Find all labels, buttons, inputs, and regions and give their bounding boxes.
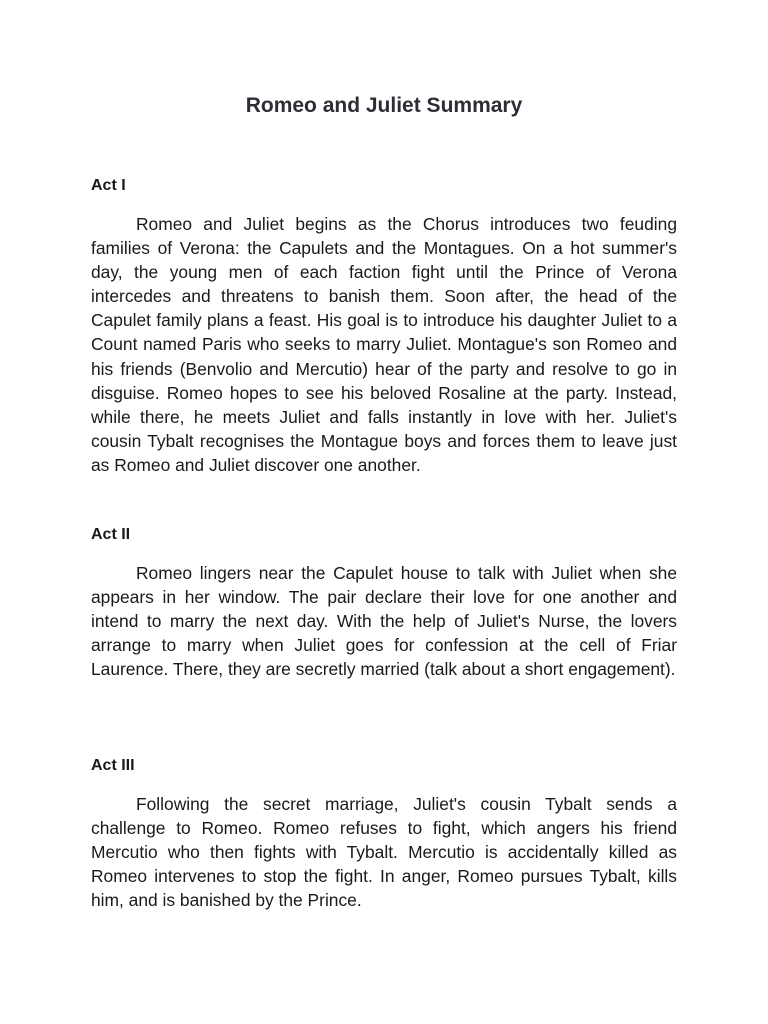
section-paragraph: Romeo and Juliet begins as the Chorus introduces two feuding families of Verona: the Capulets and the Montagues. On a hot summer's day, the young men of each faction fight until the Prince of Verona intercedes and threatens to banish them. Soon after, the head of the Capulet family plans a feast. His goal is to introduce his daughter Juliet to a Count named Paris who seeks to marry Juliet. Montague's son Romeo and his friends (Benvolio and Mercutio) hear of the party and resolve to go in disguise. Romeo hopes to see his beloved Rosaline at the party. Instead, while there, he meets Juliet and falls instantly in love with her. Juliet's cousin Tybalt recognises the Montague boys and forces them to leave just as Romeo and Juliet discover one another. xyxy=(91,214,677,475)
section-paragraph: Romeo lingers near the Capulet house to talk with Juliet when she appears in her window. The pair declare their love for one another and intend to marry the next day. With the help of Juliet's Nurse, the lovers arrange to marry when Juliet goes for confession at the cell of Friar Laurence. There, they are secretly married (talk about a short engagement). xyxy=(91,563,677,680)
section-heading: Act I xyxy=(91,177,126,194)
section-act-1 xyxy=(91,176,677,477)
section-heading: Act III xyxy=(91,757,135,774)
document-title: Romeo and Juliet Summary xyxy=(245,94,523,117)
section-act-3 xyxy=(91,756,677,912)
section-paragraph: Following the secret marriage, Juliet's cousin Tybalt sends a challenge to Romeo. Romeo refuses to fight, which angers his friend Mercutio who then fights with Tybalt. Mercutio is accidentally killed as Romeo intervenes to stop the fight. In anger, Romeo pursues Tybalt, kills him, and is banished by the Prince. xyxy=(91,794,677,911)
section-act-2 xyxy=(91,525,677,681)
section-heading: Act II xyxy=(91,526,131,543)
